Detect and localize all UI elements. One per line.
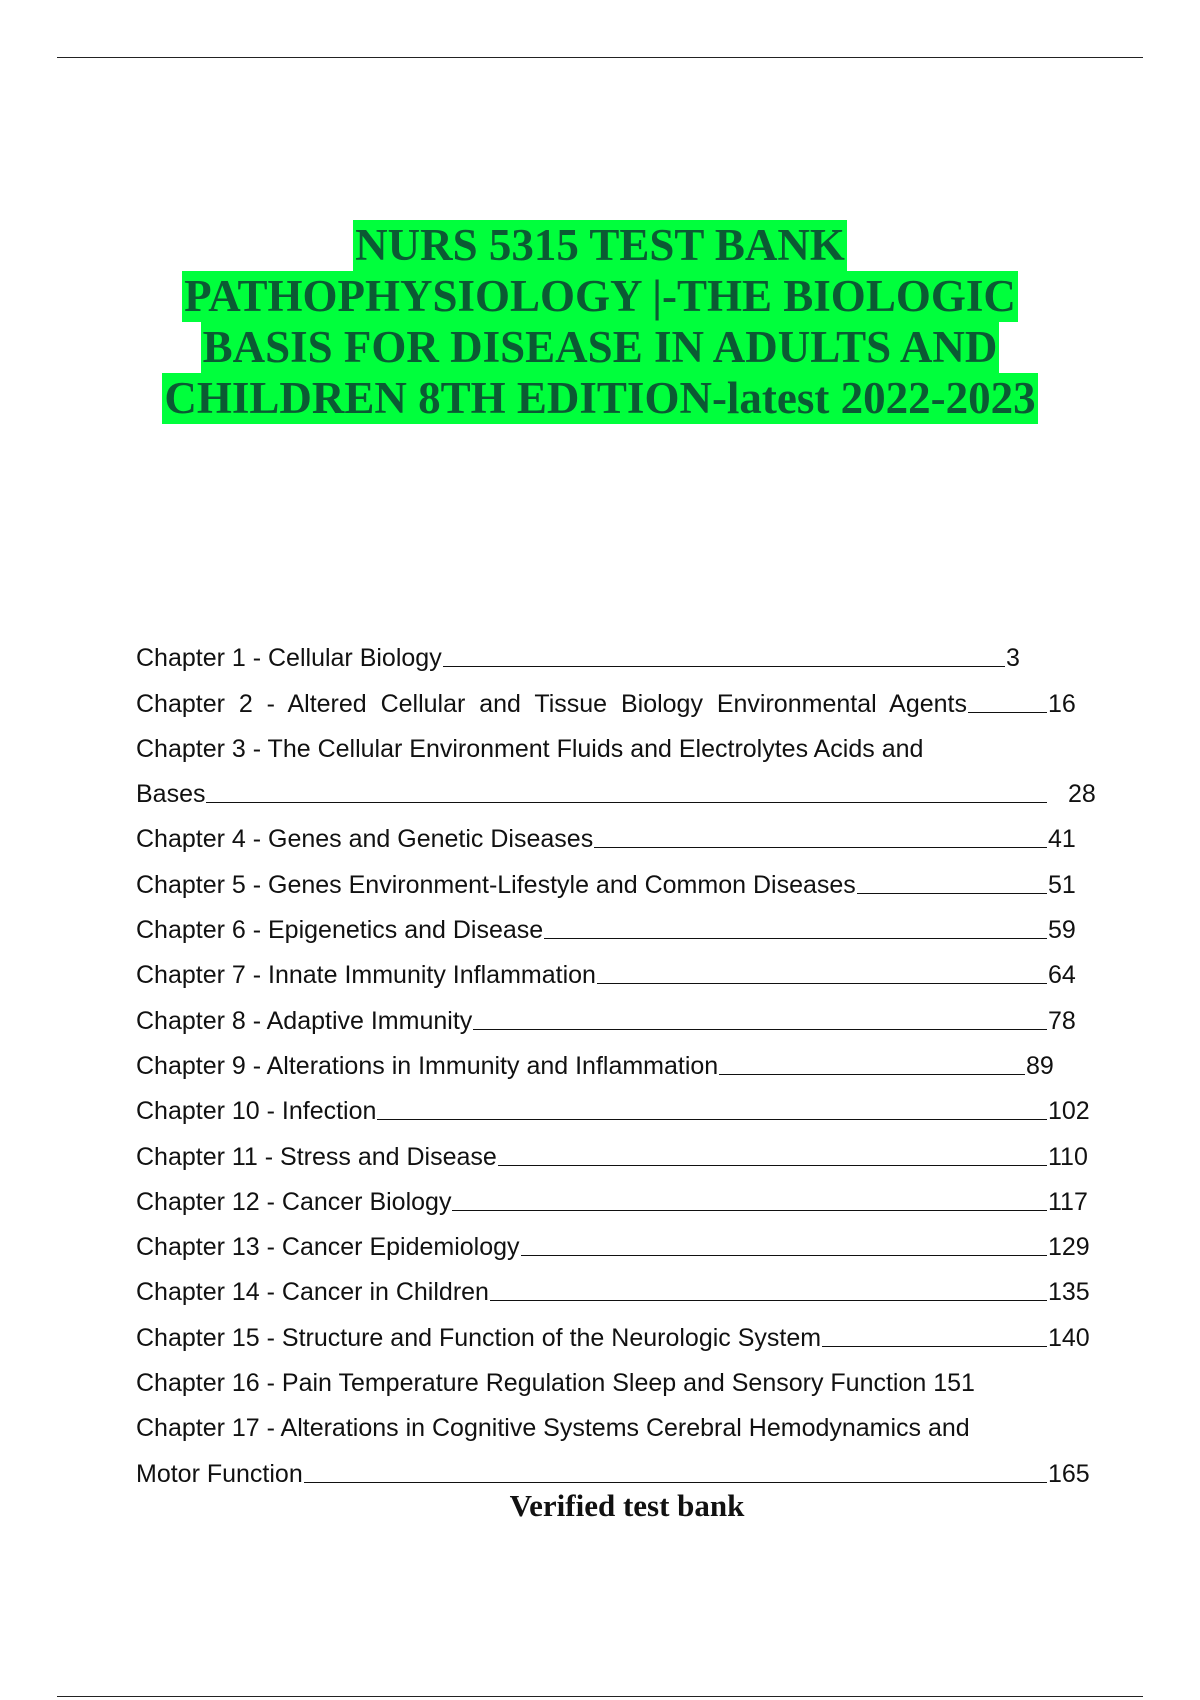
toc-entry-chapter-15 bbox=[136, 1307, 1096, 1352]
toc-label: Chapter 1 - Cellular Biology bbox=[136, 644, 442, 673]
toc-page-number: 129 bbox=[1048, 1233, 1090, 1262]
toc-leader bbox=[521, 1255, 1047, 1256]
toc-entry-chapter-8 bbox=[136, 990, 1096, 1035]
toc-label: Chapter 6 - Epigenetics and Disease bbox=[136, 916, 544, 945]
toc-entry-chapter-4 bbox=[136, 809, 1096, 854]
toc-leader bbox=[443, 666, 1005, 667]
title-line-4: CHILDREN 8TH EDITION-latest 2022-2023 bbox=[164, 373, 1036, 423]
toc-leader bbox=[719, 1074, 1025, 1075]
toc-page-number: 110 bbox=[1048, 1142, 1088, 1171]
toc-leader bbox=[597, 983, 1047, 984]
toc-leader bbox=[968, 712, 1047, 713]
toc-label: Chapter 14 - Cancer in Children bbox=[136, 1278, 489, 1307]
toc-leader bbox=[822, 1346, 1047, 1347]
toc-entry-chapter-10 bbox=[136, 1081, 1096, 1126]
toc-label: Chapter 2 - Altered Cellular and Tissue Biology Environmental Agents bbox=[136, 689, 967, 718]
verified-note: Verified test bank bbox=[509, 1488, 745, 1523]
toc-page-number: 51 bbox=[1048, 870, 1076, 899]
toc-label: Chapter 3 - The Cellular Environment Fluids and Electrolytes Acids and bbox=[136, 734, 924, 763]
toc-entry-chapter-6 bbox=[136, 900, 1096, 945]
toc-page-number: 165 bbox=[1048, 1459, 1090, 1488]
toc-page-number: 16 bbox=[1048, 689, 1076, 718]
toc-entry-chapter-17 bbox=[136, 1398, 1096, 1443]
toc-page-number: 64 bbox=[1048, 961, 1076, 990]
toc-entry-chapter-14 bbox=[136, 1262, 1096, 1307]
toc-entry-chapter-3 bbox=[136, 719, 1096, 764]
toc-label: Chapter 4 - Genes and Genetic Diseases bbox=[136, 825, 594, 854]
toc-entry-chapter-3-cont bbox=[136, 764, 1096, 809]
toc-page-number: 117 bbox=[1048, 1187, 1088, 1216]
toc-leader bbox=[857, 893, 1047, 894]
toc-entry-chapter-16 bbox=[136, 1353, 1096, 1398]
toc-leader bbox=[452, 1210, 1047, 1211]
toc-page-number: 89 bbox=[1026, 1051, 1054, 1080]
toc-leader bbox=[473, 1029, 1047, 1030]
toc-label: Chapter 7 - Innate Immunity Inflammation bbox=[136, 961, 596, 990]
toc-label: Chapter 15 - Structure and Function of the Neurologic System bbox=[136, 1323, 822, 1352]
toc-label: Chapter 12 - Cancer Biology bbox=[136, 1187, 452, 1216]
toc-page-number: 28 bbox=[1068, 780, 1096, 809]
toc-leader bbox=[544, 938, 1047, 939]
title-line-1: NURS 5315 TEST BANK bbox=[355, 220, 845, 270]
toc-leader bbox=[304, 1482, 1047, 1483]
toc-leader bbox=[594, 847, 1047, 848]
toc-page-number: 41 bbox=[1048, 825, 1076, 854]
toc-leader bbox=[498, 1165, 1047, 1166]
toc-page-number: 140 bbox=[1048, 1323, 1090, 1352]
toc-entry-chapter-7 bbox=[136, 945, 1096, 990]
toc-page-number: 102 bbox=[1048, 1097, 1090, 1126]
toc-entry-chapter-9 bbox=[136, 1036, 1074, 1081]
toc-label: Chapter 8 - Adaptive Immunity bbox=[136, 1006, 473, 1035]
toc-leader bbox=[377, 1119, 1047, 1120]
toc-label: Chapter 16 - Pain Temperature Regulation Sleep and Sensory Function 151 bbox=[136, 1369, 975, 1398]
toc-page-number: 59 bbox=[1048, 916, 1076, 945]
toc-entry-chapter-17-cont bbox=[136, 1443, 1096, 1488]
toc-label: Chapter 17 - Alterations in Cognitive Systems Cerebral Hemodynamics and bbox=[136, 1414, 970, 1443]
toc-page-number: 78 bbox=[1048, 1006, 1076, 1035]
toc-label: Chapter 13 - Cancer Epidemiology bbox=[136, 1233, 520, 1262]
toc-leader bbox=[206, 802, 1047, 803]
toc-entry-chapter-12 bbox=[136, 1172, 1096, 1217]
toc-entry-chapter-13 bbox=[136, 1217, 1096, 1262]
toc-label: Bases bbox=[136, 780, 206, 809]
toc-entry-chapter-1 bbox=[136, 628, 1054, 673]
toc-label: Chapter 5 - Genes Environment-Lifestyle and Common Diseases bbox=[136, 870, 856, 899]
toc-entry-chapter-11 bbox=[136, 1126, 1096, 1171]
toc-label: Chapter 9 - Alterations in Immunity and Inflammation bbox=[136, 1051, 719, 1080]
toc-label: Chapter 10 - Infection bbox=[136, 1097, 377, 1126]
top-rule bbox=[57, 57, 1143, 58]
title-line-3: BASIS FOR DISEASE IN ADULTS AND bbox=[202, 322, 998, 372]
toc-page-number: 135 bbox=[1048, 1278, 1090, 1307]
title-line-2: PATHOPHYSIOLOGY |-THE BIOLOGIC bbox=[184, 271, 1016, 321]
bottom-rule bbox=[57, 1696, 1143, 1697]
table-of-contents bbox=[136, 628, 1096, 1489]
toc-entry-chapter-2 bbox=[136, 673, 1096, 718]
toc-page-number: 3 bbox=[1006, 644, 1020, 673]
toc-label: Motor Function bbox=[136, 1459, 303, 1488]
toc-label: Chapter 11 - Stress and Disease bbox=[136, 1142, 497, 1171]
document-title bbox=[0, 220, 1200, 424]
toc-entry-chapter-5 bbox=[136, 854, 1096, 899]
toc-leader bbox=[490, 1300, 1047, 1301]
